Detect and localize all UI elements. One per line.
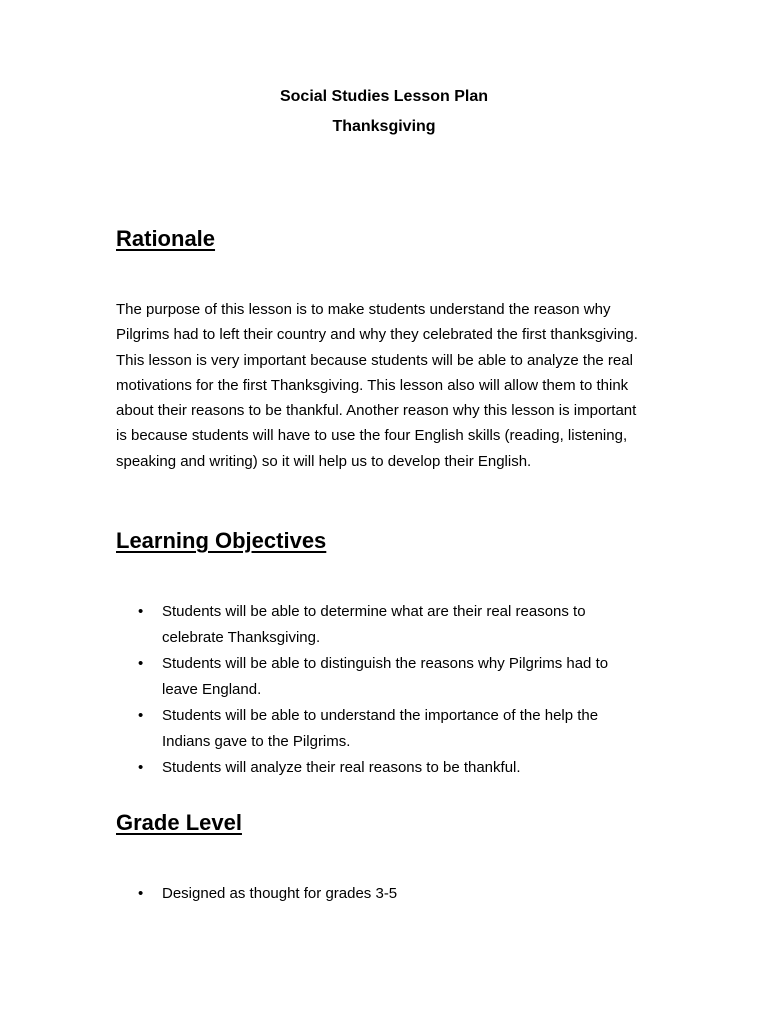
rationale-paragraph: The purpose of this lesson is to make students understand the reason why Pilgrims had to left their country and why they celebrated the first thanksgiving. This lesson is very important because students will be able to analyze the real motivations for the first Thanksgiving. This lesson also will allow them to think about their reasons to be thankful. Another reason why this lesson is important is because students will have to use the four English skills (reading, listening, speaking and writing) so it will help us to develop their English. xyxy=(116,301,638,470)
list-item xyxy=(116,599,636,651)
list-item xyxy=(116,881,636,907)
bullet-icon: • xyxy=(138,655,144,672)
list-item xyxy=(116,703,636,755)
document-subtitle: Thanksgiving xyxy=(332,118,436,135)
bullet-icon: • xyxy=(138,603,144,620)
bullet-icon: • xyxy=(138,885,144,902)
list-item xyxy=(116,651,636,703)
list-item-text: Students will be able to understand the importance of the help the Indians gave to the Pilgrims. xyxy=(162,707,599,750)
learning-objectives-heading: Learning Objectives xyxy=(116,528,327,553)
rationale-heading: Rationale xyxy=(116,226,216,251)
list-item-text: Designed as thought for grades 3-5 xyxy=(162,885,398,902)
bullet-icon: • xyxy=(138,707,144,724)
grade-level-list xyxy=(116,881,636,907)
list-item-text: Students will analyze their real reasons to be thankful. xyxy=(162,759,521,776)
grade-level-heading: Grade Level xyxy=(116,810,242,835)
learning-objectives-list xyxy=(116,599,636,781)
bullet-icon: • xyxy=(138,759,144,776)
list-item-text: Students will be able to distinguish the reasons why Pilgrims had to leave England. xyxy=(162,655,609,698)
list-item xyxy=(116,755,636,781)
list-item-text: Students will be able to determine what are their real reasons to celebrate Thanksgiving. xyxy=(162,603,586,646)
document-title: Social Studies Lesson Plan xyxy=(279,88,489,105)
